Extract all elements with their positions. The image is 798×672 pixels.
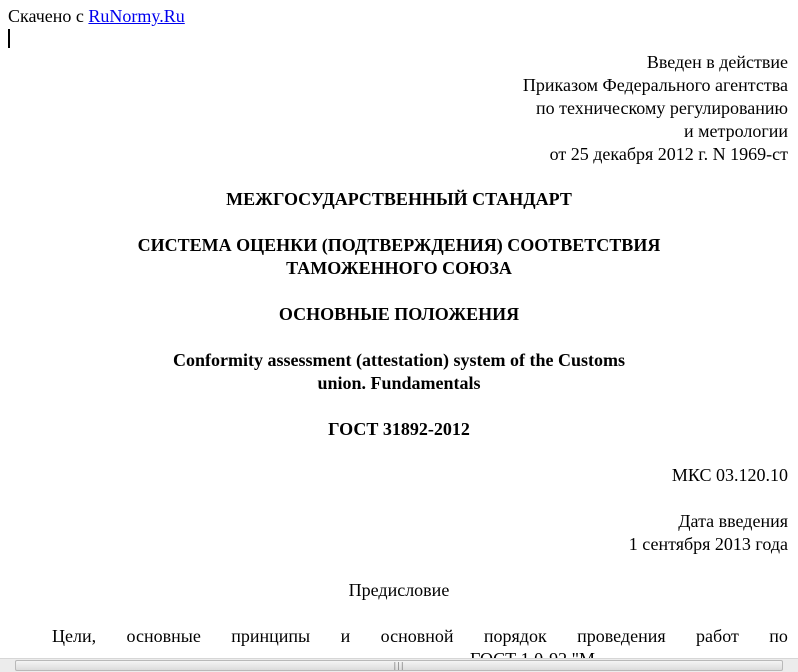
preface-word: и	[340, 626, 351, 646]
enactment-line: от 25 декабря 2012 г. N 1969-ст	[549, 144, 788, 164]
standard-type-heading: МЕЖГОСУДАРСТВЕННЫЙ СТАНДАРТ	[226, 189, 572, 209]
grip-icon: |||	[393, 661, 405, 670]
runormy-link[interactable]: RuNormy.Ru	[88, 6, 185, 26]
preface-word: по	[769, 626, 788, 646]
preface-word: основной	[380, 626, 454, 646]
english-title-line2: union. Fundamentals	[317, 373, 481, 393]
gost-number: ГОСТ 31892-2012	[328, 419, 470, 439]
download-note	[8, 5, 185, 28]
enactment-line: и метрологии	[684, 121, 788, 141]
preface-word: основные	[126, 626, 201, 646]
introduction-date-label: Дата введения	[678, 511, 788, 531]
enactment-line: Приказом Федерального агентства	[522, 75, 788, 95]
preface-word: проведения	[577, 626, 666, 646]
preface-paragraph-line	[52, 625, 788, 648]
english-title-line1: Conformity assessment (attestation) system of the Customs	[173, 350, 625, 370]
system-title-line2: ТАМОЖЕННОГО СОЮЗА	[286, 258, 512, 278]
download-note-prefix: Скачено с	[8, 6, 89, 26]
horizontal-scrollbar[interactable]	[0, 658, 798, 672]
preface-word: Цели,	[52, 626, 97, 646]
preface-title: Предисловие	[348, 580, 450, 600]
preface-word: принципы	[231, 626, 311, 646]
introduction-date-value: 1 сентября 2013 года	[628, 534, 788, 554]
preface-word: работ	[696, 626, 739, 646]
scrollbar-thumb[interactable]	[15, 660, 783, 671]
enactment-line: по техническому регулированию	[535, 98, 788, 118]
preface-word: порядок	[483, 626, 547, 646]
mks-code: МКС 03.120.10	[671, 465, 788, 485]
system-title-line1: СИСТЕМА ОЦЕНКИ (ПОДТВЕРЖДЕНИЯ) СООТВЕТСТВИЯ	[137, 235, 661, 255]
enactment-line: Введен в действие	[646, 52, 788, 72]
subtitle-heading: ОСНОВНЫЕ ПОЛОЖЕНИЯ	[278, 304, 520, 324]
text-cursor	[8, 29, 10, 48]
